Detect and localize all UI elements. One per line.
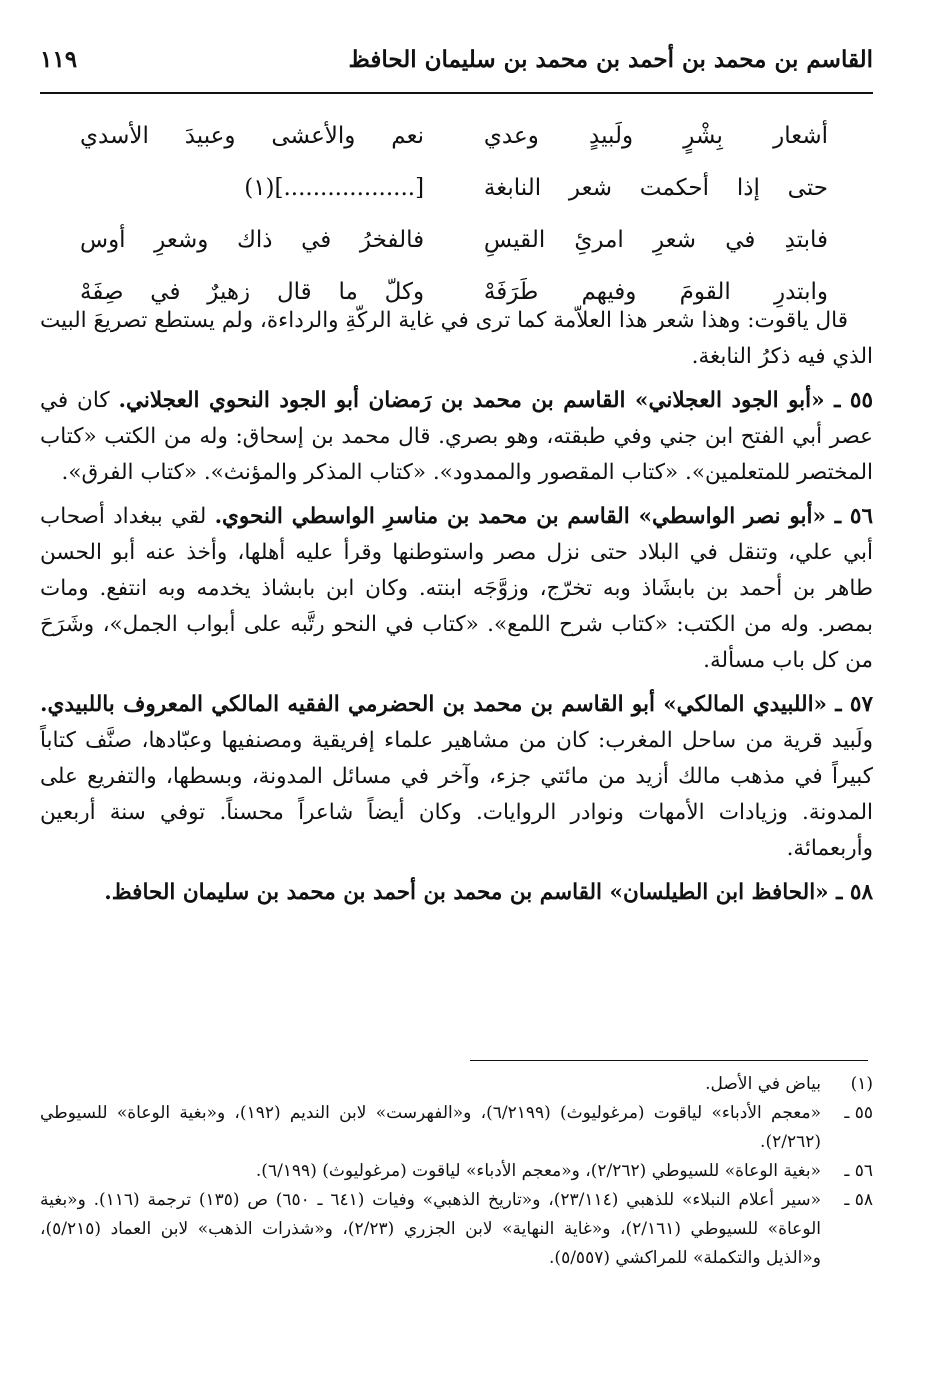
poem-verse <box>80 162 828 214</box>
verse-first-hemistich: حتى إذا أحكمت شعر النابغة <box>483 175 828 201</box>
footnote <box>40 1157 873 1186</box>
verse-first-hemistich: فابتدِ في شعرِ امرئِ القيسِ <box>483 227 828 253</box>
footnote <box>40 1099 873 1157</box>
entry-heading: ٥٧ ـ «اللبيدي المالكي» أبو القاسم بن محمد بن الحضرمي الفقيه المالكي المعروف باللبيدي. <box>40 692 873 717</box>
entry-58 <box>40 875 873 911</box>
page-header <box>40 40 873 90</box>
footnote-label: ٥٦ ـ <box>844 1161 873 1181</box>
verse-second-hemistich: وكلّ ما قال زهيرٌ في صِفَهْ <box>80 279 425 305</box>
poem-verse <box>80 214 828 266</box>
verse-second-hemistich: فالفخرُ في ذاك وشعرِ أوس <box>80 227 425 253</box>
poem-block <box>80 110 828 318</box>
verse-first-hemistich: وابتدرِ القومَ وفيهم طَرَفَهْ <box>483 279 828 305</box>
footnote-text: بياض في الأصل. <box>705 1074 821 1094</box>
yaqut-comment: قال ياقوت: وهذا شعر هذا العلاّمة كما ترى في غاية الركّةِ والرداءة، ولم يستطع تصريعَ البيت الذي فيه ذكرُ النابغة. <box>40 308 873 369</box>
footnote-divider <box>470 1060 868 1061</box>
footnote <box>40 1070 873 1099</box>
entry-text: ولَبيد قرية من ساحل المغرب: كان من مشاهير علماء إفريقية ومصنفيها وعبّادها، صنَّف كتاباً كبيراً في مذهب مالك أزيد من مائتي جزء، وآخر في مسائل المدونة، وبسطها، والتفريع على المدونة. وزيادات الأمهات ونوادر الروايات. وكان أيضاً شاعراً محسناً. توفي سنة أربعين وأربعمائة. <box>40 728 873 861</box>
footnotes <box>40 1070 873 1273</box>
entry-heading: ٥٨ ـ «الحافظ ابن الطيلسان» القاسم بن محمد بن أحمد بن محمد بن سليمان الحافظ. <box>104 880 873 905</box>
header-divider <box>40 92 873 94</box>
entry-56 <box>40 499 873 679</box>
running-title: القاسم بن محمد بن أحمد بن محمد بن سليمان الحافظ <box>348 46 873 73</box>
footnote-label: (١) <box>850 1074 873 1094</box>
verse-second-hemistich: [..................](١) <box>244 175 425 201</box>
footnote-label: ٥٨ ـ <box>844 1190 873 1210</box>
footnote-text: «معجم الأدباء» لياقوت (مرغوليوث) (٦/٢١٩٩)، و«الفهرست» لابن النديم (١٩٢)، و«بغية الوعاة» للسيوطي (٢/٢٦٢). <box>40 1103 821 1152</box>
verse-first-hemistich: أشعار بِشْرٍ ولَبيدٍ وعدي <box>483 123 828 149</box>
entry-57 <box>40 687 873 867</box>
page-number: ١١٩ <box>40 46 78 73</box>
entry-text: لقي ببغداد أصحاب أبي علي، وتنقل في البلاد حتى نزل مصر واستوطنها وقرأ عليه أهلها، وأخذ عنه أبو الحسن طاهر بن أحمد بن بابشَاذ وبه تخرّج، وزوَّجَه ابنته. وكان ابن بابشاذ يخدمه وبه انتفع. ومات بمصر. وله من الكتب: «كتاب شرح اللمع». «كتاب في النحو رتَّبه على أبواب الجمل»، وشَرَحَ من كل باب مسألة. <box>40 504 873 673</box>
poem-verse <box>80 110 828 162</box>
entry-heading: ٥٥ ـ «أبو الجود العجلاني» القاسم بن محمد بن رَمضان أبو الجود النحوي العجلاني. <box>118 388 873 413</box>
footnote-text: «سير أعلام النبلاء» للذهبي (٢٣/١١٤)، و«تاريخ الذهبي» وفيات (٦٤١ ـ ٦٥٠) ص (١٣٥) ترجمة (١١٦). و«بغية الوعاة» للسيوطي (٢/١٦١)، و«غاية النهاية» لابن الجزري (٢/٢٣)، و«شذرات الذهب» لابن العماد (٥/٢١٥)، و«الذيل والتكملة» للمراكشي (٥/٥٥٧). <box>40 1190 822 1268</box>
entry-55 <box>40 383 873 491</box>
footnote-label: ٥٥ ـ <box>844 1103 873 1123</box>
verse-second-hemistich: نعم والأعشى وعبيدَ الأسدي <box>80 123 425 149</box>
entry-text: كان في عصر أبي الفتح ابن جني وفي طبقته، وهو بصري. قال محمد بن إسحاق: وله من الكتب «كتاب المختصر للمتعلمين». «كتاب المقصور والممدود». «كتاب المذكر والمؤنث». «كتاب الفرق». <box>40 388 873 485</box>
footnote-text: «بغية الوعاة» للسيوطي (٢/٢٦٢)، و«معجم الأدباء» لياقوت (مرغوليوث) (٦/١٩٩). <box>255 1161 821 1181</box>
footnote <box>40 1186 873 1273</box>
main-text <box>40 303 873 911</box>
entry-heading: ٥٦ ـ «أبو نصر الواسطي» القاسم بن محمد بن مناسرِ الواسطي النحوي. <box>214 504 874 529</box>
